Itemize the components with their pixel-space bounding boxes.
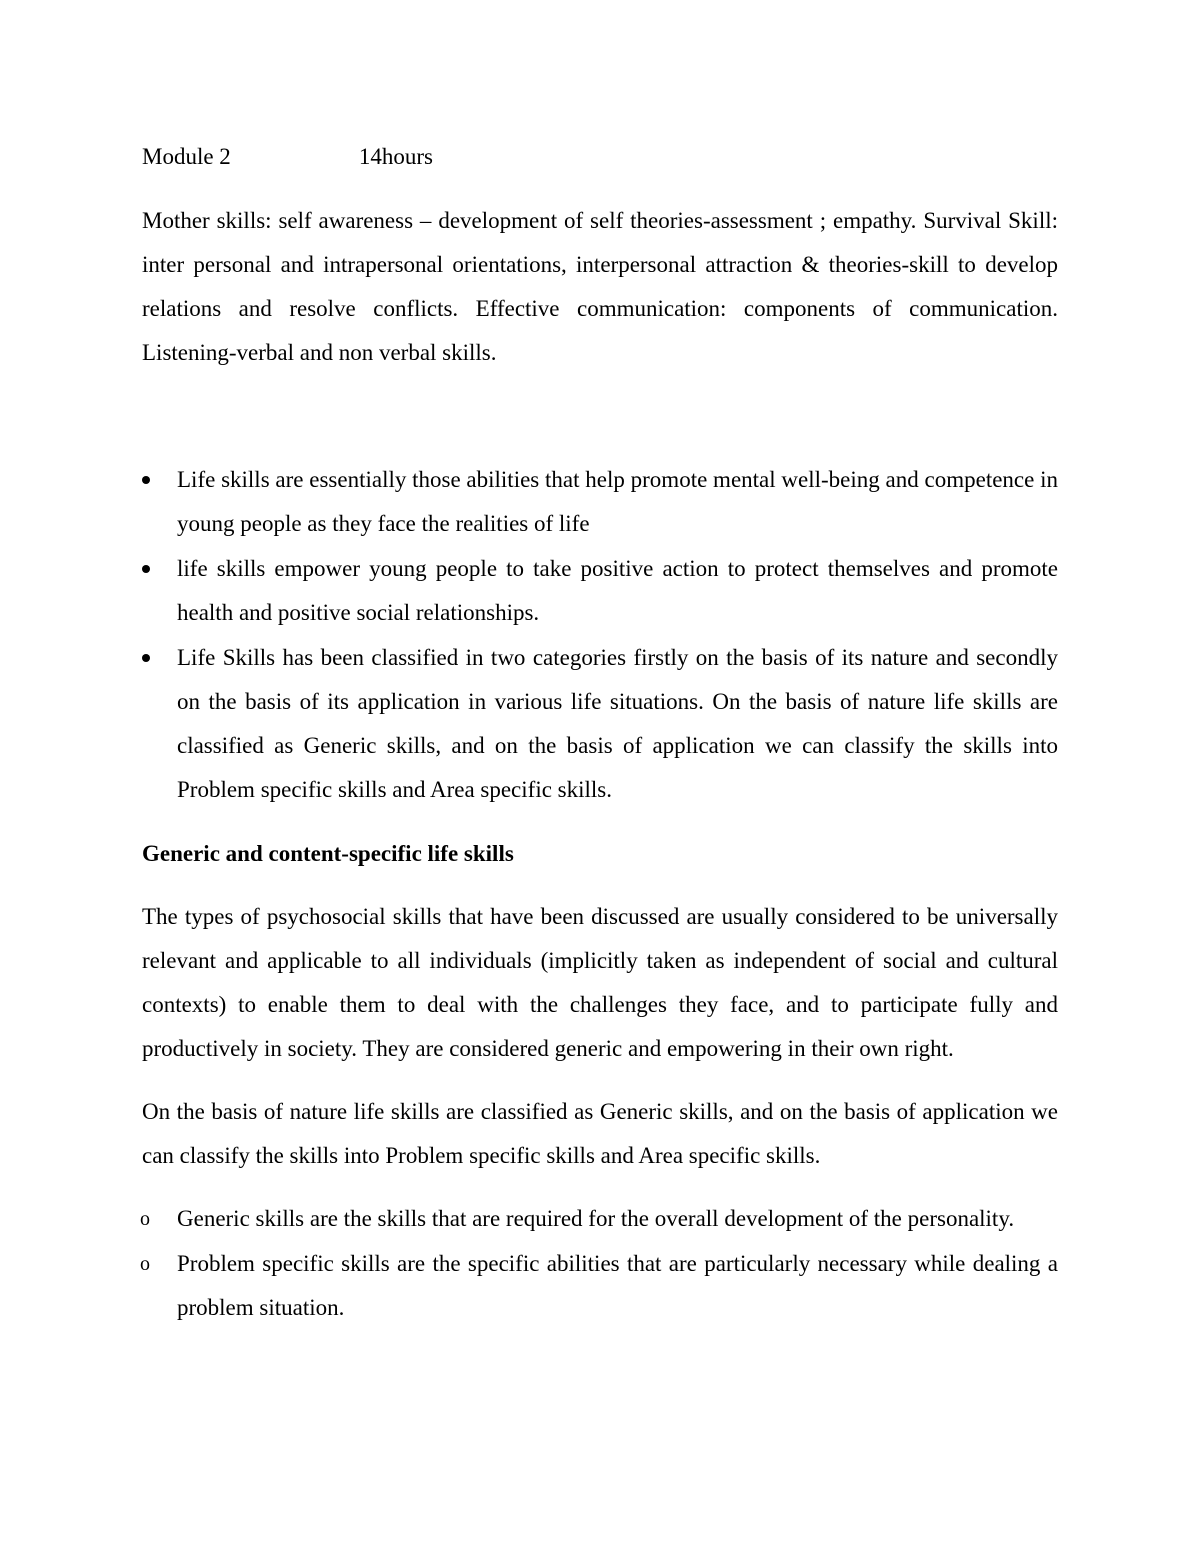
module-hours: 14hours (358, 144, 433, 169)
list-item (142, 636, 1058, 812)
list-item (142, 1197, 1058, 1241)
intro-paragraph: Mother skills: self awareness – development of self theories-assessment ; empathy. Survival Skill: inter personal and intrapersonal orientations, interpersonal attraction & theories-skill to develop relations and resolve conflicts. Effective communication: components of communication. Listening-verbal and non verbal skills. (142, 208, 1058, 365)
hollow-bullet-icon: o (140, 1208, 150, 1230)
list-item (142, 1242, 1058, 1330)
list-item-text: Generic skills are the skills that are required for the overall development of the personality. (177, 1206, 1015, 1231)
list-item-text: life skills empower young people to take positive action to protect themselves and promote health and positive social relationships. (177, 556, 1058, 625)
list-item-text: Problem specific skills are the specific abilities that are particularly necessary while dealing a problem situation. (177, 1251, 1058, 1320)
body-paragraph: On the basis of nature life skills are classified as Generic skills, and on the basis of application we can classify the skills into Problem specific skills and Area specific skills. (142, 1099, 1058, 1168)
sub-bullet-list (142, 1197, 1058, 1330)
list-item-text: Life skills are essentially those abilities that help promote mental well-being and competence in young people as they face the realities of life (177, 467, 1058, 536)
bullet-dot-icon (142, 565, 150, 573)
section-heading: Generic and content-specific life skills (142, 841, 514, 866)
module-label: Module 2 (142, 144, 231, 169)
list-item-text: Life Skills has been classified in two categories firstly on the basis of its nature and secondly on the basis of its application in various life situations. On the basis of nature life skills are classified as Generic skills, and on the basis of application we can classify the skills into Problem specific skills and Area specific skills. (177, 645, 1058, 802)
bullet-dot-icon (142, 654, 150, 662)
hollow-bullet-icon: o (140, 1253, 150, 1275)
bullet-dot-icon (142, 476, 150, 484)
list-item (142, 458, 1058, 546)
list-item (142, 547, 1058, 635)
module-heading (142, 135, 1058, 179)
body-paragraph: The types of psychosocial skills that have been discussed are usually considered to be universally relevant and applicable to all individuals (implicitly taken as independent of social and cultural contexts) to enable them to deal with the challenges they face, and to participate fully and productively in society. They are considered generic and empowering in their own right. (142, 904, 1058, 1061)
bullet-list (142, 458, 1058, 812)
document-page (142, 135, 1058, 1331)
